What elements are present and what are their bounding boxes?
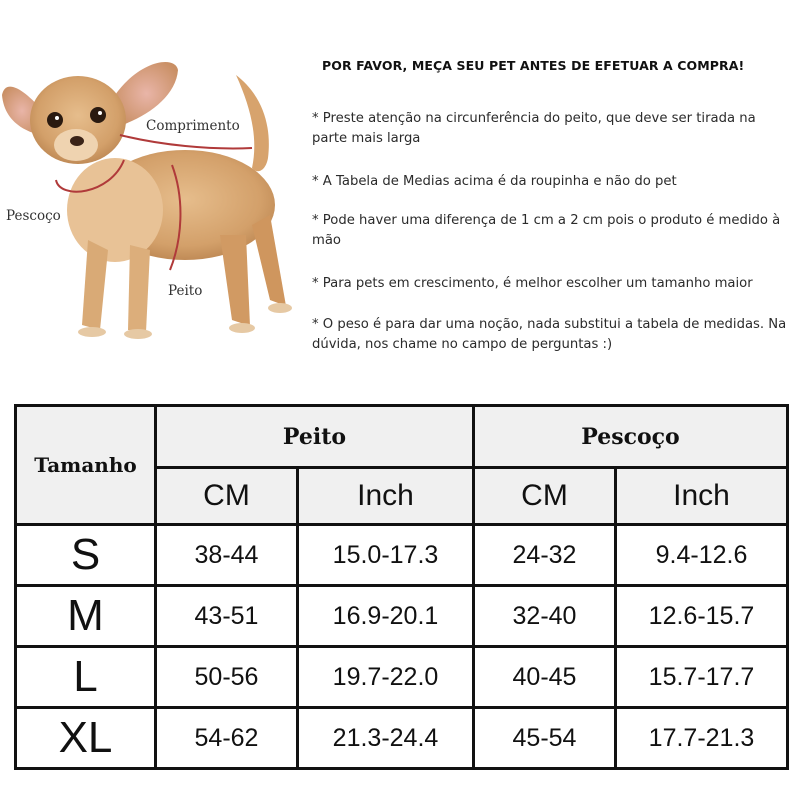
dog-front-leg-right <box>128 245 150 332</box>
size-cell: XL <box>16 708 156 769</box>
dog-nose <box>70 136 84 146</box>
dog-eye-right <box>90 107 106 123</box>
dog-paw <box>78 327 106 337</box>
dog-hind-leg-right <box>252 215 286 306</box>
dog-hind-leg-left <box>220 235 250 326</box>
table-row <box>16 525 788 586</box>
chest-group-header: Peito <box>156 406 474 468</box>
table-row <box>16 586 788 647</box>
instructions-title: POR FAVOR, MEÇA SEU PET ANTES DE EFETUAR A COMPRA! <box>322 58 745 73</box>
table-row <box>16 647 788 708</box>
dog-tail <box>236 75 269 171</box>
chest-cm-cell: 38-44 <box>156 525 298 586</box>
instruction-note: * O peso é para dar uma noção, nada substitui a tabela de medidas. Na dúvida, nos chame no campo de perguntas :) <box>312 317 787 352</box>
size-cell: S <box>16 525 156 586</box>
instruction-note: * Pode haver uma diferença de 1 cm a 2 cm pois o produto é medido à mão <box>312 213 781 248</box>
chest-cm-cell: 54-62 <box>156 708 298 769</box>
unit-header-inch: Inch <box>298 468 474 525</box>
length-measure-line <box>120 135 252 148</box>
table-header-row <box>16 406 788 468</box>
neck-cm-cell: 40-45 <box>474 647 616 708</box>
neck-inch-cell: 15.7-17.7 <box>616 647 788 708</box>
neck-inch-cell: 9.4-12.6 <box>616 525 788 586</box>
chest-cm-cell: 50-56 <box>156 647 298 708</box>
table-row <box>16 708 788 769</box>
unit-header-cm: CM <box>156 468 298 525</box>
instruction-note: * Para pets em crescimento, é melhor escolher um tamanho maior <box>312 276 753 291</box>
neck-inch-cell: 12.6-15.7 <box>616 586 788 647</box>
instructions-block <box>312 58 792 352</box>
length-label: Comprimento <box>146 118 240 134</box>
neck-group-header: Pescoço <box>474 406 788 468</box>
dog-measurement-illustration <box>0 50 300 360</box>
instruction-note: * Preste atenção na circunferência do peito, que deve ser tirada na parte mais larga <box>312 111 756 146</box>
unit-header-inch: Inch <box>616 468 788 525</box>
dog-paw <box>268 303 292 313</box>
dog-eye-left <box>47 112 63 128</box>
neck-label: Pescoço <box>6 208 61 224</box>
chest-inch-cell: 15.0-17.3 <box>298 525 474 586</box>
unit-header-cm: CM <box>474 468 616 525</box>
size-column-header: Tamanho <box>16 406 156 525</box>
chest-inch-cell: 16.9-20.1 <box>298 586 474 647</box>
size-chart-table <box>14 404 789 770</box>
eye-highlight <box>98 111 102 115</box>
dog-paw <box>229 323 255 333</box>
size-cell: L <box>16 647 156 708</box>
instruction-note: * A Tabela de Medias acima é da roupinha e não do pet <box>312 174 677 189</box>
chest-cm-cell: 43-51 <box>156 586 298 647</box>
chest-inch-cell: 19.7-22.0 <box>298 647 474 708</box>
chest-inch-cell: 21.3-24.4 <box>298 708 474 769</box>
neck-cm-cell: 24-32 <box>474 525 616 586</box>
dog-front-leg-left <box>82 240 108 330</box>
info-section <box>0 0 800 390</box>
neck-cm-cell: 45-54 <box>474 708 616 769</box>
chest-label: Peito <box>168 283 203 299</box>
eye-highlight <box>55 116 59 120</box>
dog-paw <box>124 329 152 339</box>
neck-inch-cell: 17.7-21.3 <box>616 708 788 769</box>
neck-cm-cell: 32-40 <box>474 586 616 647</box>
size-cell: M <box>16 586 156 647</box>
